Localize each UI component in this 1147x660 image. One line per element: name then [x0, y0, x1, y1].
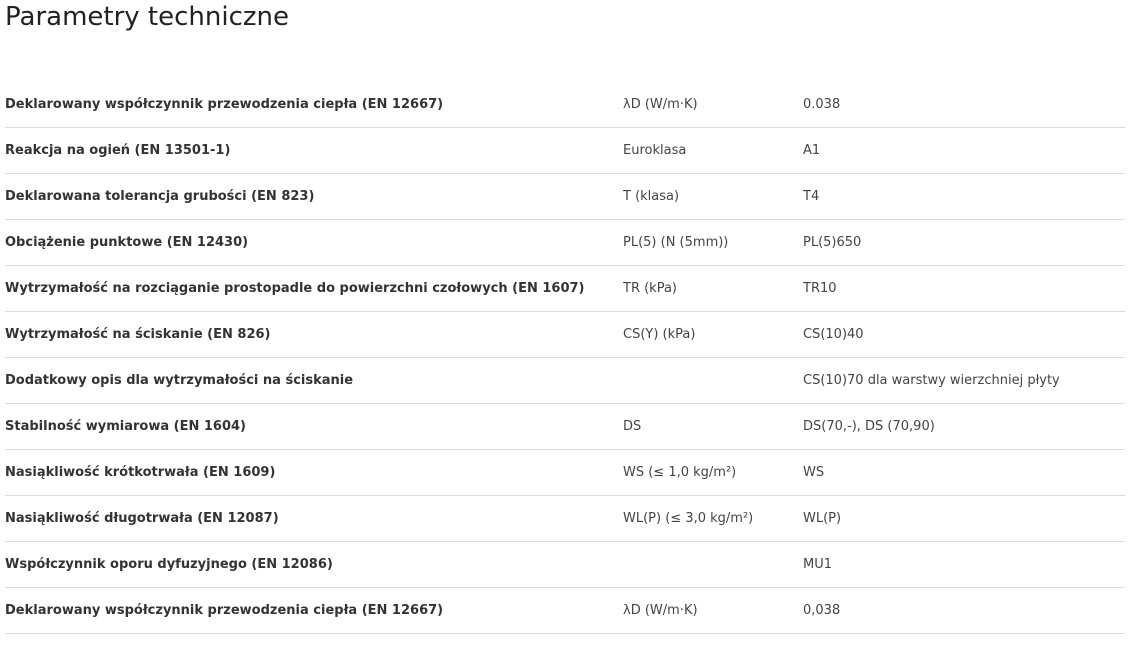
parameter-value: A1 — [803, 128, 1125, 174]
parameter-unit: Euroklasa — [623, 128, 803, 174]
parameter-value: T4 — [803, 174, 1125, 220]
parameter-unit: PL(5) (N (5mm)) — [623, 220, 803, 266]
table-row — [5, 312, 1125, 358]
parameter-value: CS(10)40 — [803, 312, 1125, 358]
parameter-value: DS(70,-), DS (70,90) — [803, 404, 1125, 450]
parameter-value: 0,038 — [803, 588, 1125, 634]
parameter-name: Stabilność wymiarowa (EN 1604) — [5, 404, 623, 450]
table-row — [5, 496, 1125, 542]
parameter-name: Obciążenie punktowe (EN 12430) — [5, 220, 623, 266]
technical-parameters-table — [5, 82, 1125, 634]
parameter-name: Wytrzymałość na rozciąganie prostopadle do powierzchni czołowych (EN 1607) — [5, 266, 623, 312]
parameter-unit: T (klasa) — [623, 174, 803, 220]
table-row — [5, 266, 1125, 312]
parameter-unit: CS(Y) (kPa) — [623, 312, 803, 358]
table-row — [5, 588, 1125, 634]
parameter-unit: λD (W/m·K) — [623, 82, 803, 128]
parameter-value: PL(5)650 — [803, 220, 1125, 266]
table-row — [5, 128, 1125, 174]
table-row — [5, 220, 1125, 266]
parameter-name: Wytrzymałość na ściskanie (EN 826) — [5, 312, 623, 358]
table-row — [5, 358, 1125, 404]
parameter-name: Nasiąkliwość krótkotrwała (EN 1609) — [5, 450, 623, 496]
parameter-name: Współczynnik oporu dyfuzyjnego (EN 12086) — [5, 542, 623, 588]
parameter-name: Deklarowana tolerancja grubości (EN 823) — [5, 174, 623, 220]
parameter-unit: WS (≤ 1,0 kg/m²) — [623, 450, 803, 496]
parameter-name: Nasiąkliwość długotrwała (EN 12087) — [5, 496, 623, 542]
page-title: Parametry techniczne — [5, 2, 290, 32]
parameter-name: Deklarowany współczynnik przewodzenia ciepła (EN 12667) — [5, 588, 623, 634]
parameter-value: 0.038 — [803, 82, 1125, 128]
table-row — [5, 450, 1125, 496]
parameter-unit: TR (kPa) — [623, 266, 803, 312]
table-row — [5, 82, 1125, 128]
table-row — [5, 174, 1125, 220]
parameter-name: Dodatkowy opis dla wytrzymałości na ściskanie — [5, 358, 623, 404]
parameter-unit: WL(P) (≤ 3,0 kg/m²) — [623, 496, 803, 542]
parameter-unit — [623, 542, 803, 588]
table-row — [5, 404, 1125, 450]
parameter-value: WL(P) — [803, 496, 1125, 542]
parameter-value: TR10 — [803, 266, 1125, 312]
parameter-value: MU1 — [803, 542, 1125, 588]
table-row — [5, 542, 1125, 588]
parameter-unit: λD (W/m·K) — [623, 588, 803, 634]
parameter-value: CS(10)70 dla warstwy wierzchniej płyty — [803, 358, 1125, 404]
parameter-name: Reakcja na ogień (EN 13501-1) — [5, 128, 623, 174]
parameter-name: Deklarowany współczynnik przewodzenia ciepła (EN 12667) — [5, 82, 623, 128]
parameter-value: WS — [803, 450, 1125, 496]
parameter-unit: DS — [623, 404, 803, 450]
parameter-unit — [623, 358, 803, 404]
